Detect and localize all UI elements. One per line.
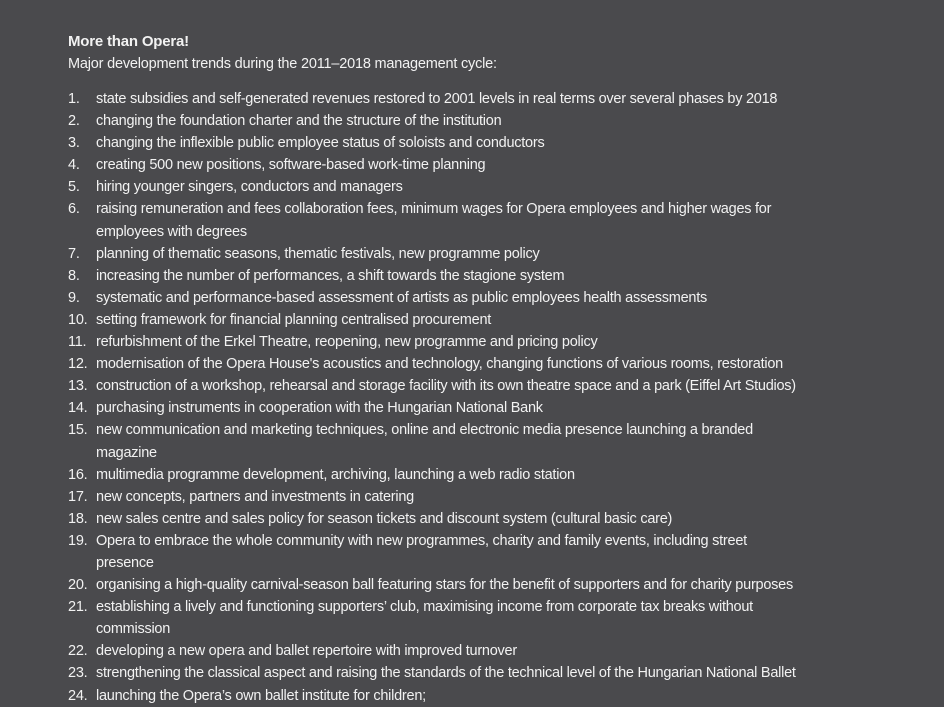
list-item [68,198,904,242]
list-item-text: multimedia programme development, archiving, launching a web radio station [96,466,575,483]
list-item [68,309,904,331]
list-item-text: refurbishment of the Erkel Theatre, reopening, new programme and pricing policy [96,334,598,351]
list-item-number: 9. [68,289,80,306]
list-item-text: hiring younger singers, conductors and managers [96,179,403,196]
list-item [68,508,904,530]
list-item-number: 10. [68,311,88,328]
list-item-number: 20. [68,577,88,594]
list-item-number: 13. [68,378,88,395]
list-item-number: 2. [68,113,80,130]
list-item-number: 11. [68,334,87,351]
list-item-text: changing the foundation charter and the structure of the institution [96,113,502,130]
list-item-number: 6. [68,201,80,218]
list-item [68,596,904,640]
list-item [68,265,904,287]
list-item-number: 24. [68,687,88,704]
list-item-text: systematic and performance-based assessment of artists as public employees health assessments [96,289,708,306]
list-item-text: state subsidies and self-generated revenues restored to 2001 levels in real terms over several phases by 2018 [96,91,778,107]
list-item-number: 22. [68,643,88,660]
list-item-text: setting framework for financial planning centralised procurement [96,311,492,328]
list-item [68,154,904,176]
list-item-text: creating 500 new positions, software-based work-time planning [96,157,486,174]
list-item-number: 23. [68,665,88,682]
list-item-text: purchasing instruments in cooperation with the Hungarian National Bank [96,400,543,417]
list-item-text: new sales centre and sales policy for season tickets and discount system (cultural basic care) [96,510,673,527]
list-item [68,640,904,662]
list-item [68,353,904,375]
list-item-text: construction of a workshop, rehearsal and storage facility with its own theatre space and a park (Eiffel Art Studios) [96,378,796,395]
list-item-number: 8. [68,267,80,284]
list-item-number: 17. [68,488,88,505]
list-item [68,530,904,574]
list-item-text: developing a new opera and ballet repertoire with improved turnover [96,643,517,660]
list-item-text: planning of thematic seasons, thematic festivals, new programme policy [96,245,540,262]
list-item-text: establishing a lively and functioning supporters’ club, maximising income from corporate tax breaks without commission [96,599,753,638]
list-item-number: 3. [68,135,80,152]
list-item [68,464,904,486]
list-item-text: changing the inflexible public employee status of soloists and conductors [96,135,545,152]
list-item [68,132,904,154]
list-item-number: 12. [68,356,88,373]
list-item-number: 14. [68,400,88,417]
list-item [68,419,904,463]
list-item-text: raising remuneration and fees collaboration fees, minimum wages for Opera employees and higher wages for employees with degrees [96,201,772,240]
page-subtitle: Major development trends during the 2011–2018 management cycle: [68,56,497,72]
list-item [68,397,904,419]
list-item [68,375,904,397]
list-item [68,486,904,508]
list-item [68,88,904,110]
list-item-number: 18. [68,510,88,527]
list-item-number: 16. [68,466,88,483]
list-item [68,574,904,596]
list-item-number: 19. [68,532,88,549]
list-item-number: 7. [68,245,80,262]
list-item [68,331,904,353]
list-item-text: strengthening the classical aspect and raising the standards of the technical level of the Hungarian National Ballet [96,665,796,682]
list-item [68,287,904,309]
list-item [68,662,904,684]
list-item [68,243,904,265]
list-item [68,110,904,132]
list-item-number: 4. [68,157,80,174]
list-item-number: 21. [68,599,88,616]
list-item-number: 1. [68,91,80,107]
list-item-text: launching the Opera’s own ballet institute for children; [96,687,426,704]
list-item-text: modernisation of the Opera House's acoustics and technology, changing functions of various rooms, restoration [96,356,783,373]
list-item-number: 5. [68,179,80,196]
list-item-text: new communication and marketing techniques, online and electronic media presence launching a branded magazine [96,422,753,461]
trend-list [68,88,904,707]
page-title: More than Opera! [68,33,189,50]
list-item-text: increasing the number of performances, a shift towards the stagione system [96,267,565,284]
list-item-text: Opera to embrace the whole community with new programmes, charity and family events, including street presence [96,532,747,571]
list-item [68,685,904,707]
list-item-text: organising a high-quality carnival-season ball featuring stars for the benefit of supporters and for charity purposes [96,577,793,594]
list-item-number: 15. [68,422,88,439]
list-item [68,176,904,198]
list-item-text: new concepts, partners and investments in catering [96,488,414,505]
